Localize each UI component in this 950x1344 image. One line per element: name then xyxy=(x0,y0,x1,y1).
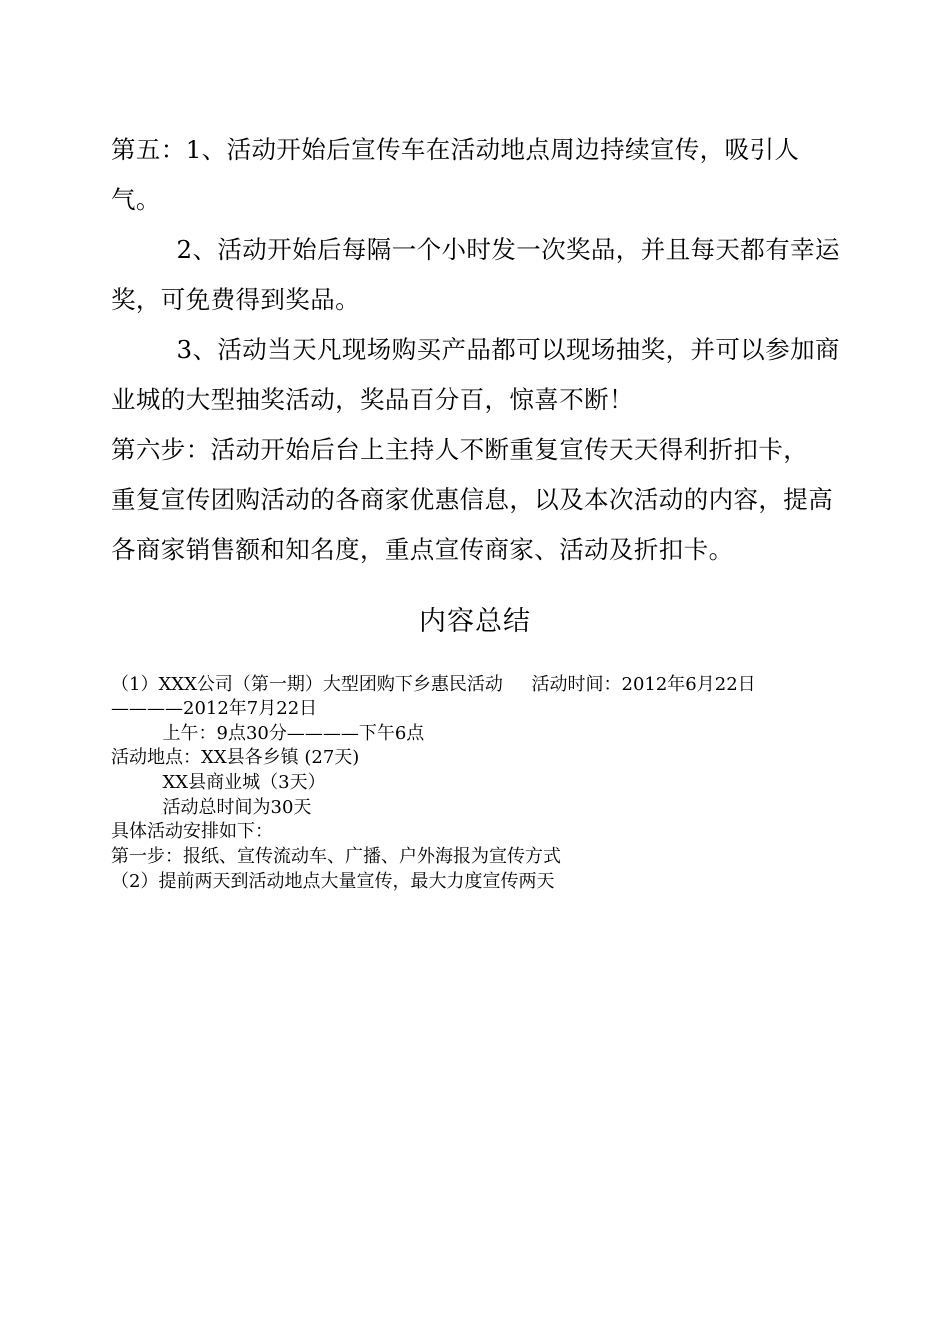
summary-line-9: （2）提前两天到活动地点大量宣传，最大力度宣传两天 xyxy=(111,871,555,892)
summary-line-6: 活动总时间为30天 xyxy=(111,797,312,818)
body-line-step5-item1: 第五：1、活动开始后宣传车在活动地点周边持续宣传，吸引人 xyxy=(111,135,800,164)
body-line-step5-item3-cont: 业城的大型抽奖活动，奖品百分百，惊喜不断！ xyxy=(111,385,634,414)
body-line-step5-item3: 3、活动当天凡现场购买产品都可以现场抽奖，并可以参加商 xyxy=(111,335,840,364)
summary-line-1: （1）XXX公司（第一期）大型团购下乡惠民活动 活动时间：2012年6月22日 xyxy=(111,674,756,695)
summary-line-8: 第一步：报纸、宣传流动车、广播、户外海报为宣传方式 xyxy=(111,846,561,867)
summary-line-7: 具体活动安排如下： xyxy=(111,821,273,842)
summary-line-5: XX县商业城（3天） xyxy=(111,772,326,793)
body-line-step5-item2-cont: 奖，可免费得到奖品。 xyxy=(111,285,360,314)
summary-line-2: ————2012年7月22日 xyxy=(111,698,318,719)
body-line-step5-item1-cont: 气。 xyxy=(111,185,161,214)
body-line-step6-cont1: 重复宣传团购活动的各商家优惠信息，以及本次活动的内容，提高 xyxy=(111,485,834,514)
summary-title: 内容总结 xyxy=(419,606,531,637)
body-line-step5-item2: 2、活动开始后每隔一个小时发一次奖品，并且每天都有幸运 xyxy=(111,235,840,264)
body-line-step6-cont2: 各商家销售额和知名度，重点宣传商家、活动及折扣卡。 xyxy=(111,535,734,564)
summary-line-3: 上午：9点30分————下午6点 xyxy=(111,723,425,744)
summary-line-4: 活动地点：XX县各乡镇 (27天) xyxy=(111,747,360,768)
body-line-step6: 第六步：活动开始后台上主持人不断重复宣传天天得利折扣卡， xyxy=(111,435,809,464)
